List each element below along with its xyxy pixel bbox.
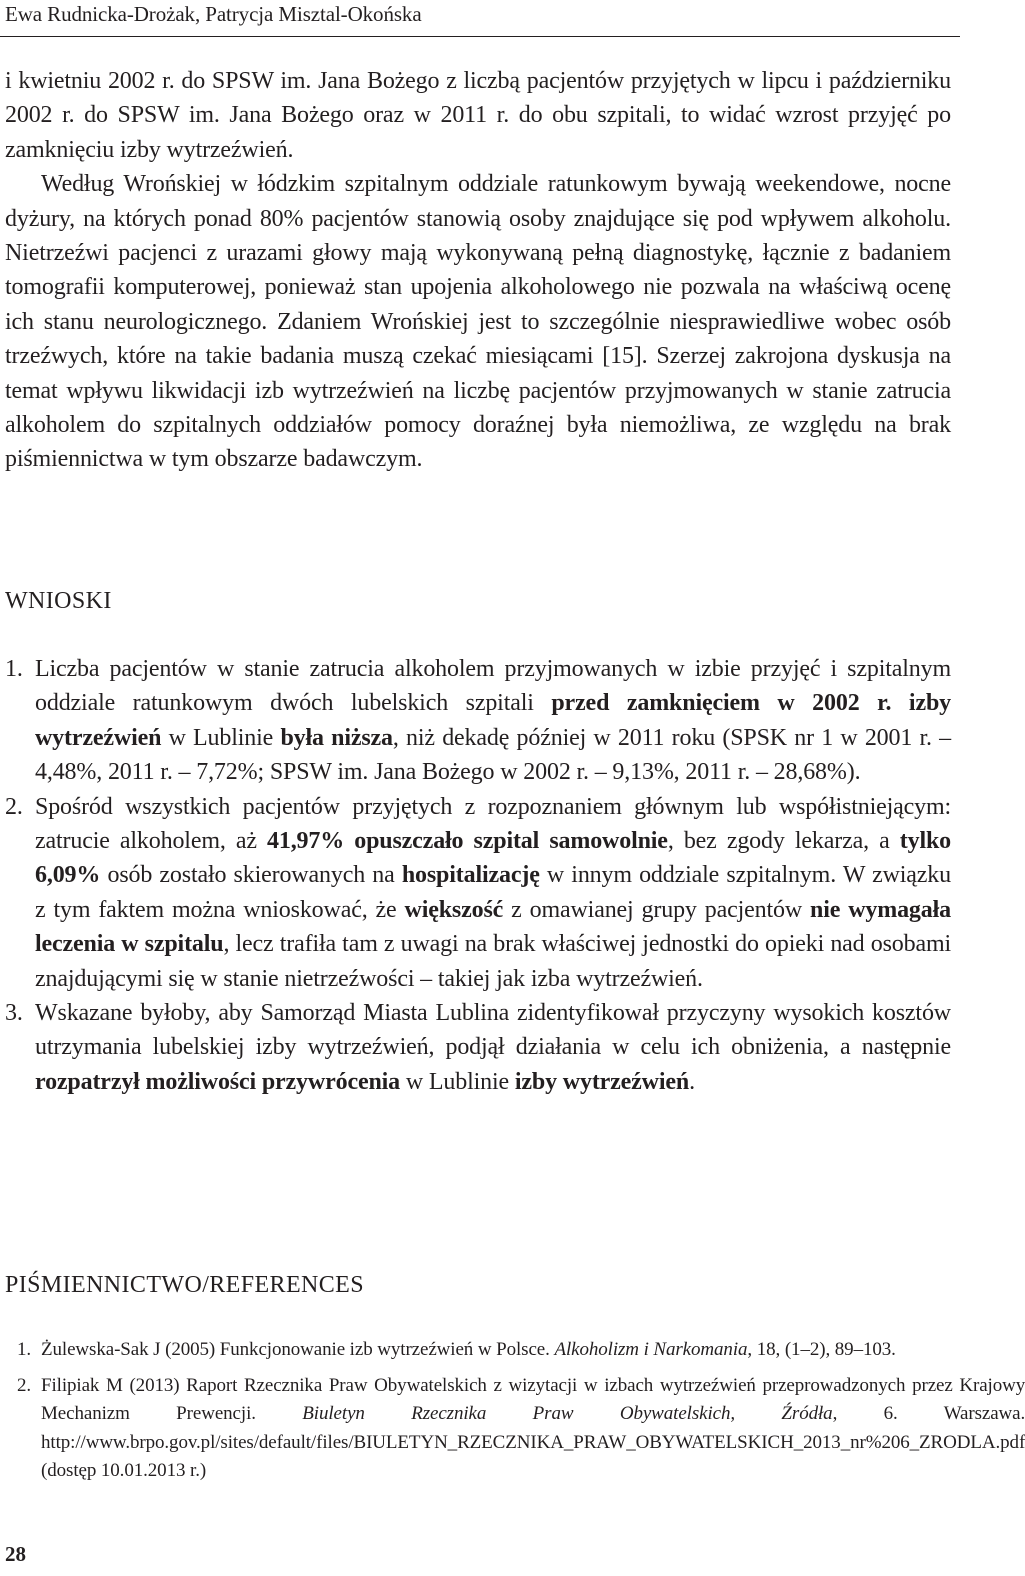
header-rule — [0, 36, 960, 37]
conclusion-emphasis: izby wytrzeźwień — [514, 1068, 690, 1095]
reference-journal: Biuletyn Rzecznika Praw Obywatelskich, Źródła — [302, 1403, 833, 1424]
conclusion-emphasis: większość — [404, 896, 504, 923]
conclusion-text — [35, 652, 951, 790]
conclusions-list — [5, 652, 951, 1099]
conclusion-text-run: w Lublinie — [161, 724, 281, 751]
reference-item-1 — [17, 1336, 951, 1365]
conclusion-emphasis: była niższa — [280, 724, 393, 751]
conclusion-emphasis: tylko 6,09% — [35, 828, 952, 889]
conclusion-text-run: osób zostało skierowanych na — [100, 862, 402, 889]
references-heading: PIŚMIENNICTWO/REFERENCES — [5, 1272, 364, 1298]
conclusion-emphasis: nie wymagała leczenia w szpitalu — [35, 896, 951, 958]
conclusion-emphasis: hospitalizację — [401, 862, 540, 889]
reference-text — [41, 1372, 1025, 1486]
reference-number: 1. — [17, 1339, 32, 1360]
conclusion-emphasis: 41,97% opuszczało szpital samowolnie — [267, 828, 668, 855]
conclusion-text-run: w innym oddziale szpitalnym. W związku z tym faktem można wnioskować, że — [35, 862, 952, 923]
references-list — [17, 1336, 1025, 1493]
running-head: Ewa Rudnicka-Drożak, Patrycja Misztal-Okońska — [5, 2, 422, 26]
conclusion-text-run: , lecz trafiła tam z uwagi na brak właściwej jednostki do opieki nad osobami znajdującymi się w stanie nietrzeźwości – takiej jak izba wytrzeźwień. — [35, 931, 951, 992]
page-number: 28 — [5, 1542, 26, 1566]
conclusion-emphasis: przed zamknięciem w 2002 r. — [551, 690, 892, 717]
body-paragraph-2: Według Wrońskiej w łódzkim szpitalnym oddziale ratunkowym bywają weekendowe, nocne dyżury, na których ponad 80% pacjentów stanowią osoby znajdujące się pod wpływem alkoholu. Nietrzeźwi pacjenci z urazami głowy mają wykonywaną pełną diagnostykę, łącznie z badaniem tomografii komputerowej, ponieważ stan upojenia alkoholowego nie pozwala na właściwą ocenę ich stanu neurologicznego. Zdaniem Wrońskiej jest to szczególnie niesprawiedliwe wobec osób trzeźwych, które na takie badania muszą czekać miesiącami [15]. Szerzej zakrojona dyskusja na temat wpływu likwidacji izb wytrzeźwień na liczbę pacjentów przyjmowanych w stanie zatrucia alkoholem do szpitalnych oddziałów pomocy doraźnej była niemożliwa, ze względu na brak piśmiennictwa w tym obszarze badawczym. — [5, 171, 951, 473]
conclusion-number: 3. — [5, 1000, 23, 1027]
reference-journal: Alkoholizm i Narkomania — [554, 1339, 748, 1360]
conclusion-text-run: , bez zgody lekarza, a — [667, 828, 900, 855]
conclusion-text-run — [891, 690, 909, 716]
conclusion-text-run: z omawianej grupy pacjentów — [503, 896, 811, 923]
reference-text-run: , 18, (1–2), 89–103. — [747, 1339, 896, 1360]
conclusions-heading: WNIOSKI — [5, 588, 112, 614]
reference-text — [41, 1336, 951, 1365]
reference-item-2 — [17, 1372, 1025, 1486]
conclusion-text-run: Liczba pacjentów w stanie zatrucia alkoholem przyjmowanych w izbie przyjęć i szpitalnym oddziale ratunkowym dwóch lubelskich szpitali — [35, 656, 951, 717]
conclusion-number: 1. — [5, 656, 23, 682]
conclusion-item-3 — [5, 996, 951, 1099]
body-paragraph-1: i kwietniu 2002 r. do SPSW im. Jana Bożego z liczbą pacjentów przyjętych w lipcu i październiku 2002 r. do SPSW im. Jana Bożego oraz w 2011 r. do obu szpitali, to widać wzrost przyjęć po zamknięciu izby wytrzeźwień. — [5, 68, 951, 163]
conclusion-item-2 — [5, 790, 951, 996]
conclusion-text-run: . — [689, 1068, 695, 1095]
reference-number: 2. — [17, 1374, 32, 1396]
conclusion-text — [35, 790, 951, 996]
conclusion-text-run: w Lublinie — [400, 1068, 515, 1095]
reference-text-run: Żulewska-Sak J (2005) Funkcjonowanie izb wytrzeźwień w Polsce. — [41, 1339, 555, 1360]
conclusion-number: 2. — [5, 793, 23, 820]
conclusion-text-run: , niż dekadę później w 2011 roku (SPSK nr 1 w 2001 r. – 4,48%, 2011 r. – 7,72%; SPSW im. Jana Bożego w 2002 r. – 9,13%, 2011 r. – 28,68%). — [35, 724, 951, 786]
body-text — [5, 64, 951, 477]
conclusion-text — [35, 996, 951, 1099]
reference-text-run: Filipiak M (2013) Raport Rzecznika Praw Obywatelskich z wizytacji w izbach wytrzeźwień przeprowadzonych przez Krajowy Mechanizm Prewencji. — [41, 1374, 1025, 1424]
conclusion-emphasis: izby wytrzeźwień — [35, 690, 951, 751]
conclusion-text-run: Spośród wszystkich pacjentów przyjętych z rozpoznaniem głównym lub współistniejącym: zatrucie alkoholem, aż — [35, 793, 951, 855]
conclusion-text-run: Wskazane byłoby, aby Samorząd Miasta Lublina zidentyfikował przyczyny wysokich kosztów utrzymania lubelskiej izby wytrzeźwień, podjął działania w celu ich obniżenia, a następnie — [35, 1000, 951, 1061]
conclusion-emphasis: rozpatrzył możliwości przywrócenia — [35, 1068, 401, 1095]
reference-text-run: , 6. Warszawa. http://www.brpo.gov.pl/sites/default/files/BIULETYN_RZECZNIKA_PRAW_OBYWATELSKICH_2013_nr%206_ZRODLA.pdf (dostęp 10.01.2013 r.) — [41, 1403, 1025, 1481]
conclusion-item-1 — [5, 652, 951, 790]
